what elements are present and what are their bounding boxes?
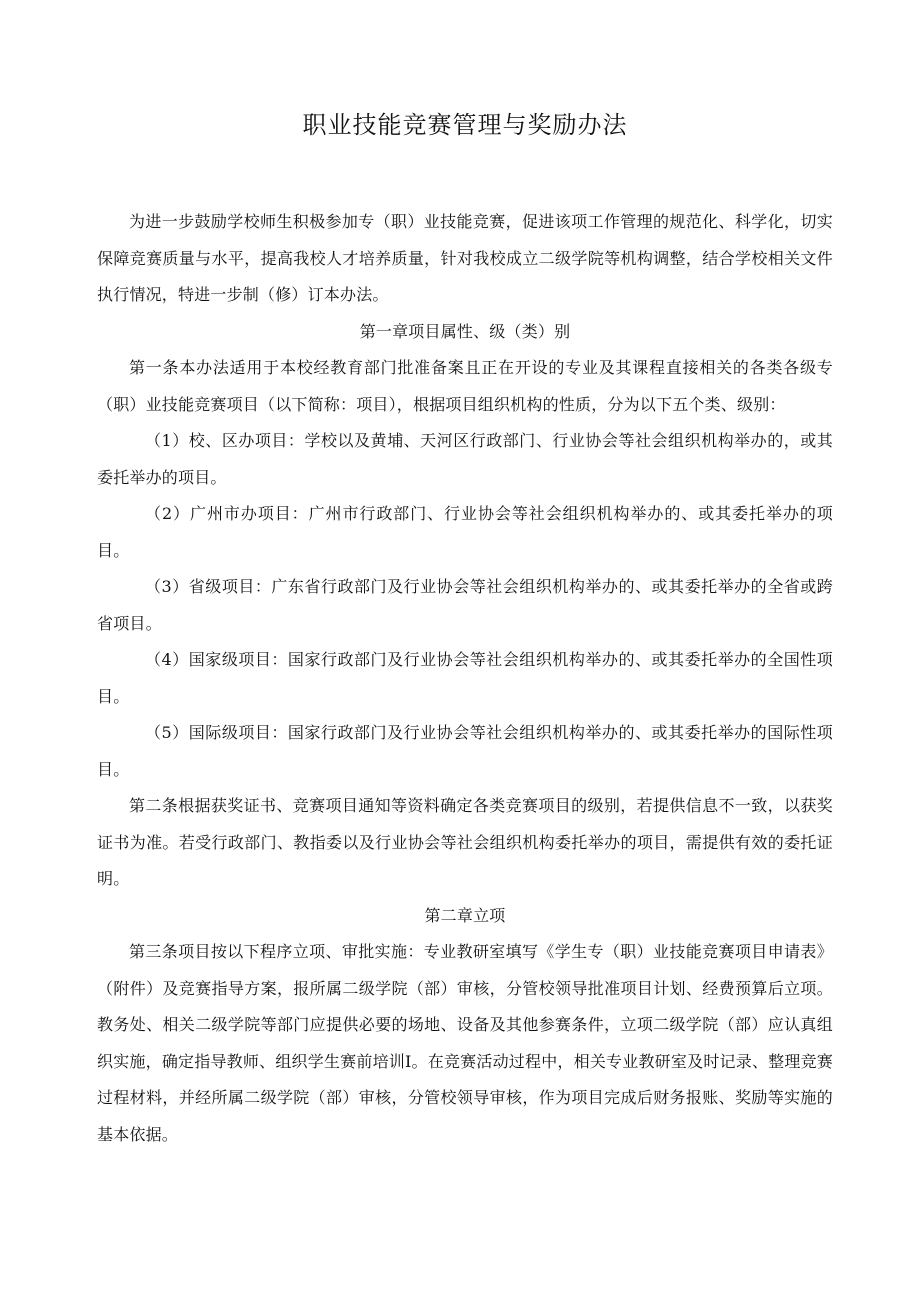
document-body	[97, 204, 833, 1153]
document-title: 职业技能竞赛管理与奖励办法	[302, 111, 628, 139]
article-2: 第二条根据获奖证书、竞赛项目通知等资料确定各类竞赛项目的级别，若提供信息不一致，以获奖证书为准。若受行政部门、教指委以及行业协会等社会组织机构委托举办的项目，需提供有效的委托证明。	[97, 796, 833, 888]
list-item: （4）国家级项目：国家行政部门及行业协会等社会组织机构举办的、或其委托举办的全国性项目。	[97, 650, 833, 706]
article-1: 第一条本办法适用于本校经教育部门批准备案且正在开设的专业及其课程直接相关的各类各级专（职）业技能竞赛项目（以下简称：项目），根据项目组织机构的性质，分为以下五个类、级别：	[97, 358, 833, 414]
list-item: （2）广州市办项目：广州市行政部门、行业协会等社会组织机构举办的、或其委托举办的项目。	[97, 504, 833, 560]
list-item: （1）校、区办项目：学校以及黄埔、天河区行政部门、行业协会等社会组织机构举办的，或其委托举办的项目。	[97, 431, 833, 487]
list-item: （3）省级项目：广东省行政部门及行业协会等社会组织机构举办的、或其委托举办的全省或跨省项目。	[97, 577, 833, 633]
intro-paragraph: 为进一步鼓励学校师生积极参加专（职）业技能竞赛，促进该项工作管理的规范化、科学化，切实保障竞赛质量与水平，提高我校人才培养质量，针对我校成立二级学院等机构调整，结合学校相关文件执行情况，特进一步制（修）订本办法。	[97, 212, 833, 304]
list-item: （5）国际级项目：国家行政部门及行业协会等社会组织机构举办的、或其委托举办的国际性项目。	[97, 723, 833, 779]
chapter-1-heading: 第一章项目属性、级（类）别	[359, 321, 571, 341]
article-3: 第三条项目按以下程序立项、审批实施：专业教研室填写《学生专（职）业技能竞赛项目申请表》（附件）及竞赛指导方案，报所属二级学院（部）审核，分管校领导批准项目计划、经费预算后立项。教务处、相关二级学院等部门应提供必要的场地、设备及其他参赛条件，立项二级学院（部）应认真组织实施，确定指导教师、组织学生赛前培训Ⅰ。在竞赛活动过程中，相关专业教研室及时记录、整理竞赛过程材料，并经所属二级学院（部）审核，分管校领导审核，作为项目完成后财务报账、奖励等实施的基本依据。	[97, 942, 833, 1144]
chapter-2-heading: 第二章立项	[424, 905, 506, 925]
